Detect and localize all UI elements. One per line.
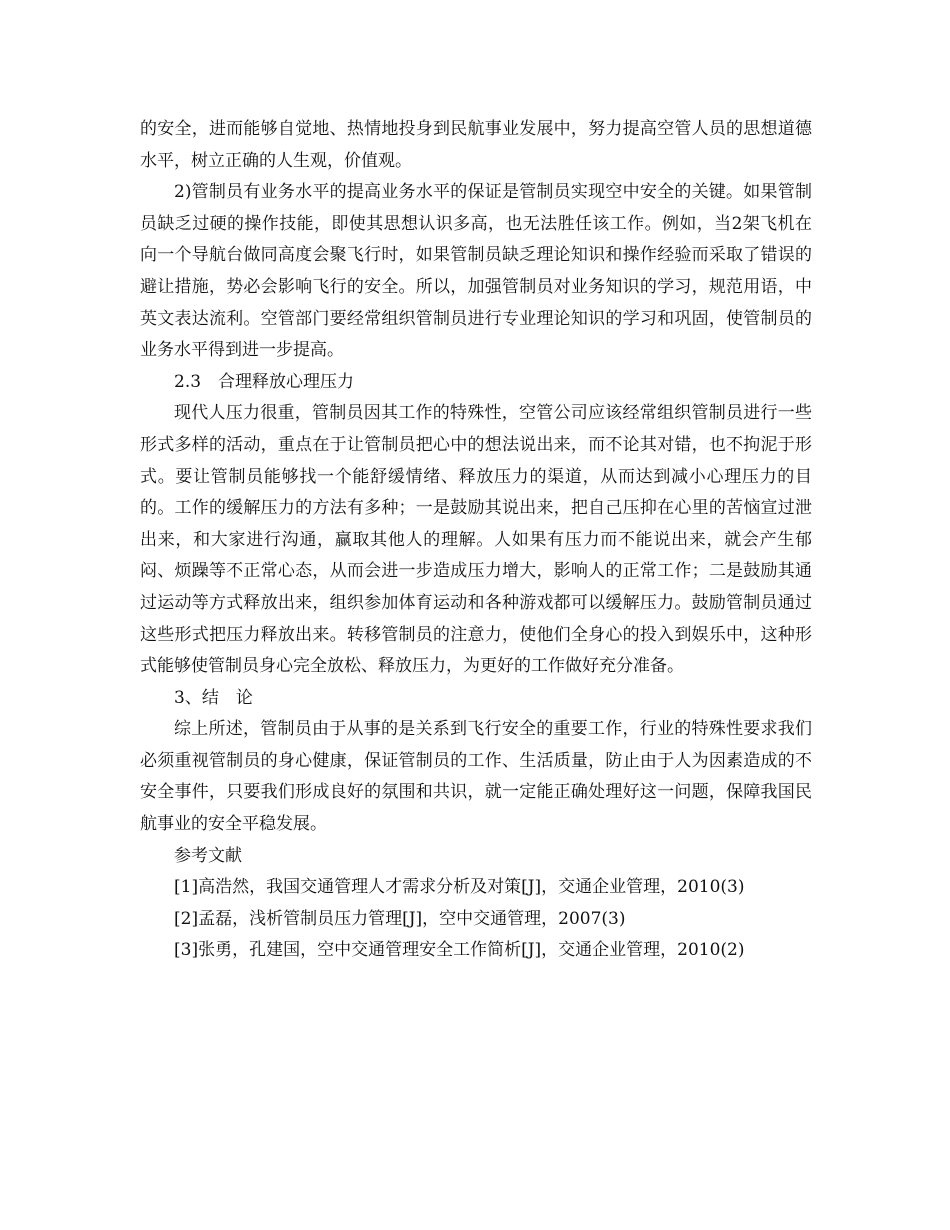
section-heading-conclusion: 3、结 论 (174, 687, 253, 708)
paragraph-stress-release: 现代人压力很重，管制员因其工作的特殊性，空管公司应该经常组织管制员进行一些形式多样的活动，重点在于让管制员把心中的想法说出来，而不论其对错，也不拘泥于形式。要让管制员能够找一个能舒缓情绪、释放压力的渠道，从而达到减小心理压力的目的。工作的缓解压力的方法有多种；一是鼓励其说出来，把自己压抑在心里的苦恼宣过泄出来，和大家进行沟通，赢取其他人的理解。人如果有压力而不能说出来，就会产生郁闷、烦躁等不正常心态，从而会进一步造成压力增大，影响人的正常工作；二是鼓励其通过运动等方式释放出来，组织参加体育运动和各种游戏都可以缓解压力。鼓励管制员通过这些形式把压力释放出来。转移管制员的注意力，使他们全身心的投入到娱乐中，这种形式能够使管制员身心完全放松、释放压力，为更好的工作做好充分准备。 (140, 403, 812, 677)
reference-item-1: [1]高浩然，我国交通管理人才需求分析及对策[J]，交通企业管理，2010(3) (174, 877, 745, 898)
section-heading-2-3: 2.3 合理释放心理压力 (174, 371, 355, 392)
reference-item-3: [3]张勇，孔建国，空中交通管理安全工作简析[J]，交通企业管理，2010(2) (174, 940, 745, 961)
paragraph-conclusion: 综上所述，管制员由于从事的是关系到飞行安全的重要工作，行业的特殊性要求我们必须重视管制员的身心健康，保证管制员的工作、生活质量，防止由于人为因素造成的不安全事件，只要我们形成良好的氛围和共识，就一定能正确处理好这一问题，保障我国民航事业的安全平稳发展。 (140, 719, 812, 835)
intro-paragraph: 的安全，进而能够自觉地、热情地投身到民航事业发展中，努力提高空管人员的思想道德水平，树立正确的人生观，价值观。 (140, 119, 812, 171)
document-page (140, 114, 812, 967)
paragraph-controller-skill: 2)管制员有业务水平的提高业务水平的保证是管制员实现空中安全的关键。如果管制员缺乏过硬的操作技能，即使其思想认识多高，也无法胜任该工作。例如，当2架飞机在向一个导航台做同高度会聚飞行时，如果管制员缺乏理论知识和操作经验而采取了错误的避让措施，势必会影响飞行的安全。所以，加强管制员对业务知识的学习，规范用语，中英文表达流利。空管部门要经常组织管制员进行专业理论知识的学习和巩固，使管制员的业务水平得到进一步提高。 (140, 182, 812, 361)
references-heading: 参考文献 (174, 845, 242, 866)
reference-item-2: [2]孟磊，浅析管制员压力管理[J]，空中交通管理，2007(3) (174, 908, 626, 929)
